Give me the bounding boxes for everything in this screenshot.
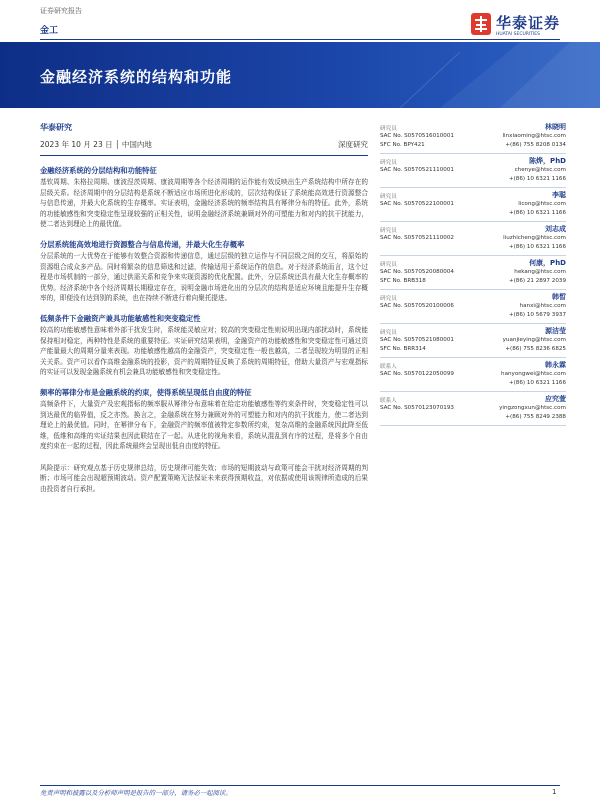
analyst-phone: +(86) 755 8208 0134 (505, 142, 566, 148)
dateline (40, 139, 368, 151)
dateline-rule (40, 155, 368, 156)
analyst-name: 韩晳 (552, 293, 566, 301)
analyst-role: 研究员 (380, 228, 397, 234)
analyst-card (380, 154, 566, 188)
analyst-email[interactable]: linxiaoming@htsc.com (502, 133, 566, 139)
analyst-sfc: SFC No. BRB318 (380, 278, 426, 284)
analyst-sac: SAC No. S0570520080004 (380, 269, 454, 275)
risk-warning: 风险提示：研究观点基于历史规律总结，历史规律可能失效；市场的短期波动与政策可能会干扰对经济周期的判断；市场可能会出现超预期波动。资产配置策略无法保证未来获得预期收益，对依据或使用该规律所造成的后果由投资者自行承担。 (40, 463, 368, 494)
analyst-card (380, 392, 566, 426)
analyst-name: 林晓明 (545, 123, 566, 131)
section-body: 基钦周期、朱格拉周期、康波涅茨周期、康波周期等各个经济周期的运作能有效反映出生产系统结构中所存在的层级关系。经济周期中的分层结构是系统不断适应市场所进化形成的，层次结构保证了系统能高效进行资源整合与信息传递，并最大化系统的生存概率。实证表明，金融经济系统的频率结构具有幂律分布的特征。此外，系统的功能敏感性和突变稳定性呈现较强的正相关性，说明金融经济系统兼顾对外的可塑能力和对内的抗干扰能力，使二者达到理论上的最优值。 (40, 178, 368, 229)
analyst-phone: +(86) 10 6321 1166 (508, 210, 566, 216)
analyst-sac: SAC No. S0570522100001 (380, 201, 454, 207)
analyst-sac: SAC No. S0570516010001 (380, 133, 454, 139)
analyst-card (380, 290, 566, 324)
report-kind: 深度研究 (338, 140, 368, 149)
analyst-phone: +(86) 21 2897 2039 (508, 278, 566, 284)
section-heading: 分层系统能高效地进行资源整合与信息传递，并最大化生存概率 (40, 239, 245, 249)
analyst-phone: +(86) 10 6321 1166 (508, 380, 566, 386)
analyst-email[interactable]: yuanjieying@htsc.com (502, 337, 566, 343)
section-heading: 金融经济系统的分层结构和功能特征 (40, 166, 157, 175)
report-date: 2023 年 10 月 23 日 │ 中国内地 (40, 140, 152, 149)
analyst-phone: +(86) 755 8249 2388 (505, 414, 566, 420)
analyst-phone: +(86) 10 6321 1166 (508, 244, 566, 250)
logo-chinese: 华泰证券 (496, 14, 561, 32)
analyst-phone: +(86) 10 5679 3937 (508, 312, 566, 318)
analyst-email[interactable]: hanxi@htsc.com (519, 303, 566, 309)
analyst-role: 研究员 (380, 330, 397, 336)
analyst-email[interactable]: hekang@htsc.com (514, 269, 566, 275)
analyst-card (380, 256, 566, 290)
analyst-sidebar (380, 120, 566, 426)
analyst-role: 研究员 (380, 194, 397, 200)
analyst-email[interactable]: yingzongxun@htsc.com (499, 405, 566, 411)
title-banner (0, 42, 600, 108)
analyst-sac: SAC No. S0570521110001 (380, 167, 454, 173)
analyst-sac: SAC No. S0570123070193 (380, 405, 454, 411)
footer-rule (40, 785, 560, 786)
analyst-phone: +(86) 10 6321 1166 (508, 176, 566, 182)
page-number: 1 (552, 788, 557, 796)
analyst-role: 研究员 (380, 126, 397, 132)
analyst-email[interactable]: chenye@htsc.com (514, 167, 566, 173)
analyst-sac: SAC No. S0570520100006 (380, 303, 454, 309)
analyst-role: 联系人 (380, 398, 397, 404)
analyst-role: 研究员 (380, 262, 397, 268)
section-body: 较高的功能敏感性意味着外部干扰发生时，系统能灵敏应对；较高的突变稳定性则说明出现内部扰动时，系统能保持相对稳定，两种特性是系统的重要特征。实证研究结果表明，金融资产的功能敏感性和突变稳定性可通过资产能量最大的周期分量来表现。功能敏感性越高的金融资产，突变稳定性一般也越高，二者呈现较为明显的正相关关系。资产可以看作高维金融系统的投影，资产的周期特征反映了系统的周期特征，借助大量资产与宏观指标的实证可以发现金融系统有机会兼具功能敏感性和突变稳定性。 (40, 325, 368, 377)
analyst-name: 刘志成 (545, 225, 566, 233)
analyst-card (380, 188, 566, 222)
analyst-sfc: SFC No. BRR314 (380, 346, 426, 352)
analyst-role: 研究员 (380, 296, 397, 302)
banner-decoration (400, 42, 600, 108)
main-column (40, 122, 368, 495)
top-label: 证券研究报告 (40, 7, 82, 15)
analyst-name: 何康，PhD (529, 259, 566, 267)
section-body: 分层系统的一大优势在于能够有效整合资源和传递信息，通过层级的独立运作与不同层级之间的交互，将原始的资源组合成众多产品。同时将繁杂的信息筛选和过滤，传输适用于系统运作的信息。对于经济系统而言，这个过程是市场机制的一部分，通过供需关系和竞争来实现资源的优化配置。此外，分层系统还具有最大化生存概率的优势。经济系统中各个经济周期长期稳定存在，说明金融市场进化出的分层次的结构是适应环境且能提升生存概率的，即便没有达到别的系统，也在持续不断进行着向聚托提进。 (40, 251, 368, 303)
logo-mark-icon (470, 12, 492, 36)
analyst-role: 联系人 (380, 364, 397, 370)
report-type: 华泰研究 (40, 123, 72, 132)
analyst-email[interactable]: liuzhicheng@htsc.com (503, 235, 566, 241)
category-label: 金工 (40, 26, 59, 36)
analyst-email[interactable]: licong@htsc.com (518, 201, 566, 207)
footer-disclaimer: 免责声明和披露以及分析师声明是报告的一部分，请务必一起阅读。 (40, 789, 232, 797)
analyst-card (380, 120, 566, 154)
analyst-card (380, 358, 566, 392)
analyst-sac: SAC No. S0570122050099 (380, 371, 454, 377)
section-heading: 频率的幂律分布是金融系统的约束，使得系统呈现低自由度的特征 (40, 387, 252, 397)
analyst-name: 陈烨，PhD (529, 157, 566, 165)
report-title: 金融经济系统的结构和功能 (40, 68, 233, 86)
section-heading: 低频条件下金融资产兼具功能敏感性和突变稳定性 (40, 313, 201, 323)
analyst-card (380, 222, 566, 256)
analyst-sfc: SFC No. BPY421 (380, 142, 425, 148)
analyst-role: 研究员 (380, 160, 397, 166)
analyst-name: 源洁莹 (545, 327, 566, 335)
analyst-sac: SAC No. S0570521110002 (380, 235, 454, 241)
brand-logo (470, 10, 566, 42)
logo-english: HUATAI SECURITIES (496, 32, 541, 37)
analyst-name: 李聪 (552, 191, 566, 199)
analyst-sac: SAC No. S0570521080001 (380, 337, 454, 343)
section-body: 高频条件下，大量资产及宏观指标的频率服从幂律分布意味着在给定功能敏感性等约束条件时，突变稳定性可以到达最优的临界值，反之亦然。换言之，金融系统在努力兼顾对外的可塑能力和对内的抗干扰能力，使二者达到理论上的最优值。同时，在幂律分布下，金融资产的频率值被特定参数所约束，复杂高维的金融系统因此降至低维，低维和高维的实证结果也因此联结在了一起。从进化的视角来看，系统从混乱到有序的过程，是将多个自由度约束在一起的过程，因此系统最终会呈现出低自由度的特征。 (40, 399, 368, 451)
analyst-email[interactable]: hanyongwei@htsc.com (501, 371, 566, 377)
analyst-name: 韩永霖 (545, 361, 566, 369)
analyst-phone: +(86) 755 8236 6825 (505, 346, 566, 352)
analyst-name: 应究萱 (545, 395, 566, 403)
analyst-card (380, 324, 566, 358)
